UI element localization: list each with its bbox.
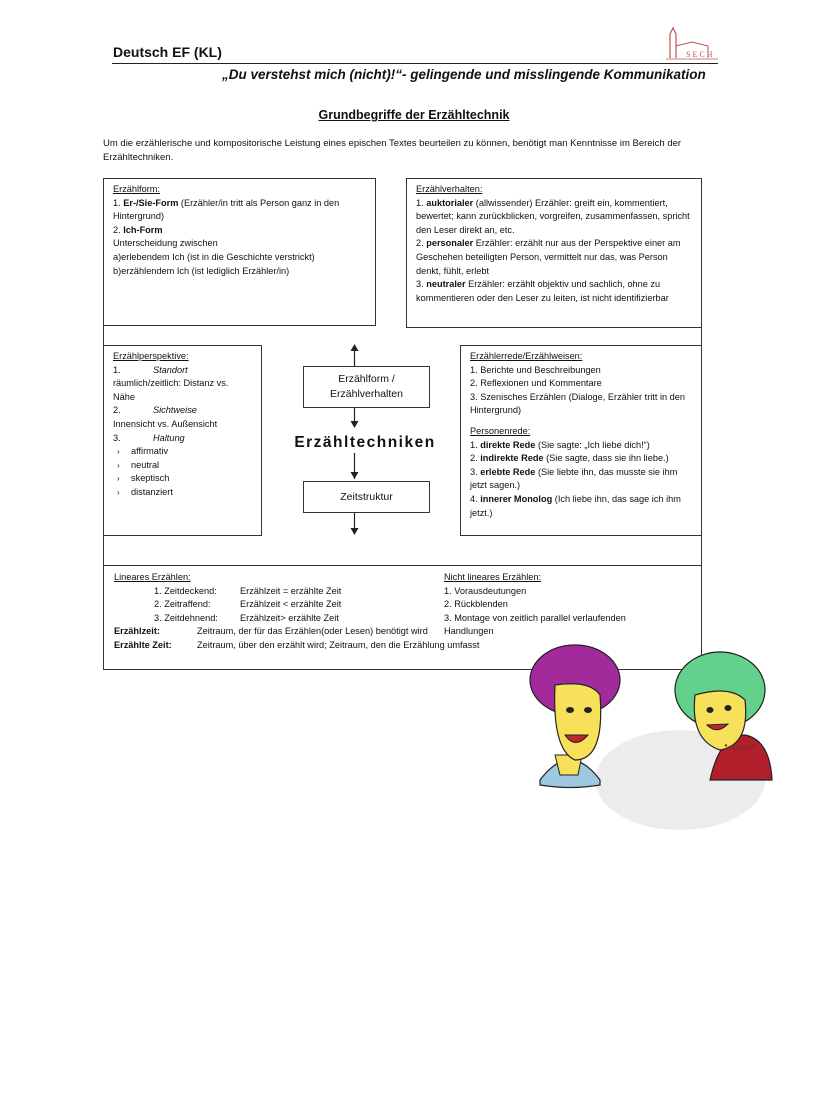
personenrede-item-1: 1. direkte Rede (Sie sagte: „Ich liebe dich!“)	[470, 439, 650, 450]
haltung-item: › distanziert	[117, 486, 173, 497]
right-eye	[707, 707, 714, 713]
definition-erzaehlzeit: Erzählzeit: Zeitraum, der für das Erzählen(oder Lesen) benötigt wird	[114, 625, 428, 636]
nonlinear-column	[444, 571, 689, 639]
definition-erzaehlte-zeit: Erzählte Zeit: Zeitraum, über den erzählt wird; Zeitraum, den die Erzählung umfasst	[114, 639, 480, 650]
nonlinear-heading: Nicht lineares Erzählen:	[444, 572, 542, 582]
perspektive-item-3: 3. Haltung	[113, 432, 185, 443]
erzaehlverhalten-item-2: 2. personaler Erzähler: erzählt nur aus der Perspektive einer am Geschehen beteiligten Person, vermittelt nur das, was Person denkt, fühlt, erlebt	[416, 238, 681, 276]
erzaehlperspektive-box	[103, 345, 262, 536]
erzaehltechniken-core: Erzähltechniken	[294, 434, 436, 451]
haltung-item: › neutral	[117, 459, 160, 470]
nonlinear-item: 1. Vorausdeutungen	[444, 585, 527, 596]
intro-paragraph: Um die erzählerische und kompositorische Leistung eines epischen Textes beurteilen zu können, benötigt man Kenntnisse im Bereich der Erzähltechniken.	[103, 138, 682, 163]
erzaehlerrede-heading: Erzählerrede/Erzählweisen:	[470, 351, 583, 361]
linear-heading: Lineares Erzählen:	[114, 572, 191, 582]
erzaehlweise-item: 1. Berichte und Beschreibungen	[470, 364, 601, 375]
linear-item: 3. Zeitdehnend: Erzählzeit> erzählte Zeit	[154, 612, 339, 623]
perspektive-text-2: Innensicht vs. Außensicht	[113, 418, 218, 429]
perspektive-text-1: räumlich/zeitlich: Distanz vs. Nähe	[113, 378, 229, 402]
nonlinear-item: 2. Rückblenden	[444, 599, 508, 610]
erzaehlform-line: Unterscheidung zwischen	[113, 238, 218, 249]
erzaehlweise-item: 3. Szenisches Erzählen (Dialoge, Erzähler tritt in den Hintergrund)	[470, 391, 685, 416]
personenrede-item-4: 4. innerer Monolog (Ich liebe ihn, das sage ich ihm jetzt.)	[470, 493, 681, 518]
linear-item: 2. Zeitraffend: Erzählzeit < erzählte Zeit	[154, 599, 342, 610]
perspektive-item-2: 2. Sichtweise	[113, 405, 197, 416]
left-face	[555, 684, 601, 760]
arrow-down-icon	[351, 472, 359, 479]
zeitstruktur-node: Zeitstruktur	[303, 481, 430, 513]
erzaehlerrede-box	[460, 345, 702, 536]
left-eye	[566, 707, 574, 713]
two-women-illustration	[520, 640, 785, 840]
personenrede-item-2: 2. indirekte Rede (Sie sagte, dass sie ihn liebe.)	[470, 453, 669, 464]
linear-item: 1. Zeitdeckend: Erzählzeit = erzählte Zeit	[154, 585, 342, 596]
arrow-down-icon	[351, 528, 359, 535]
erzaehlform-box	[103, 178, 376, 326]
personenrede-item-3: 3. erlebte Rede (Sie liebte ihn, das musste sie ihm jetzt sagen.)	[470, 466, 678, 491]
erzaehlform-line: b)erzählendem Ich (ist lediglich Erzähler/in)	[113, 265, 290, 276]
erzaehlform-item-1: 1. Er-/Sie-Form (Erzähler/in tritt als Person ganz in den Hintergrund)	[113, 197, 340, 222]
erzaehlweise-item: 2. Reflexionen und Kommentare	[470, 378, 602, 389]
personenrede-heading: Personenrede:	[470, 425, 531, 436]
erzaehlverhalten-item-3: 3. neutraler Erzähler: erzählt objektiv und sachlich, ohne zu kommentieren oder den Leser zu leiten, ist nicht identifizierbar	[416, 279, 669, 303]
header-rule	[112, 63, 718, 64]
erzaehlform-item-2: 2. Ich-Form	[113, 224, 163, 235]
erzaehlform-heading: Erzählform:	[113, 184, 160, 194]
course-title: Deutsch EF (KL)	[113, 44, 222, 60]
erzaehlform-verhalten-node: Erzählform / Erzählverhalten	[303, 366, 430, 408]
document-title: Grundbegriffe der Erzähltechnik	[318, 108, 510, 122]
perspektive-item-1: 1. Standort	[113, 364, 188, 375]
erzaehlverhalten-heading: Erzählverhalten:	[416, 184, 483, 194]
arrow-down-icon	[351, 421, 359, 428]
nonlinear-item: 3. Montage von zeitlich parallel verlaufenden Handlungen	[444, 612, 626, 637]
haltung-item: › affirmativ	[117, 446, 169, 457]
left-eye	[584, 707, 592, 713]
haltung-item: › skeptisch	[117, 473, 170, 484]
arrow-up-icon	[351, 344, 359, 351]
erzaehlverhalten-item-1: 1. auktorialer (allwissender) Erzähler: greift ein, kommentiert, bewertet; kann zurückblicken, vorgreifen, zusammenfassen, spricht den Leser direkt an, etc.	[416, 197, 690, 235]
erzaehlverhalten-box	[406, 178, 702, 328]
perspektive-heading: Erzählperspektive:	[113, 351, 189, 361]
erzaehlform-line: a)erlebendem Ich (ist in die Geschichte verstrickt)	[113, 251, 315, 262]
church-logo-icon	[662, 26, 722, 60]
logo-text: SECH	[686, 50, 715, 59]
right-eye	[725, 705, 732, 711]
subtitle: „Du verstehst mich (nicht)!“- gelingende und misslingende Kommunikation	[222, 67, 706, 82]
school-logo	[662, 26, 722, 60]
